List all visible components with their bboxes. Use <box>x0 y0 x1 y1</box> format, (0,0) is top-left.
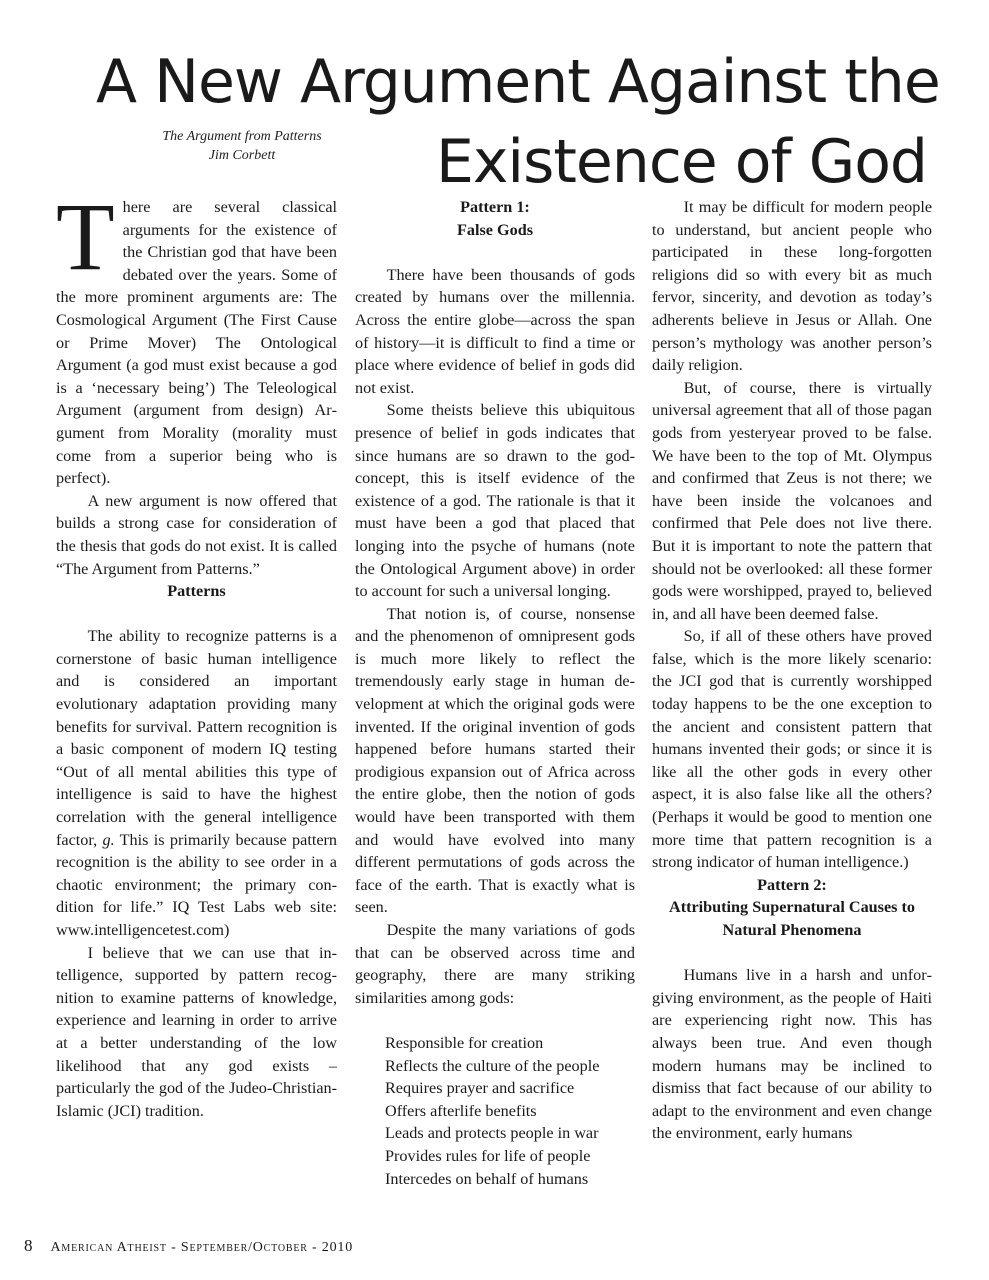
section-subheading-supernatural: Attributing Supernatural Causes to Natural Phenomena <box>669 898 915 939</box>
byline <box>122 127 362 165</box>
list-item: Requires prayer and sacrifice <box>385 1079 575 1098</box>
italic-g: g. <box>102 830 115 849</box>
list-item: Provides rules for life of people <box>385 1146 591 1165</box>
article-title-line-2: Existence of God <box>436 127 927 197</box>
list-item: Offers afterlife benefits <box>385 1101 537 1120</box>
column-2 <box>355 196 635 1190</box>
section-heading-pattern-1: Pattern 1: <box>460 198 530 216</box>
publication-line: American Atheist - September/October - 2010 <box>50 1240 354 1255</box>
article-subtitle: The Argument from Patterns <box>162 129 322 144</box>
paragraph: It may be difficult for modern people to understand, but ancient people who participated in these long-forgotten religions did so with every bit as much fervor, sincerity, and devotion as today’s adherents believe in Jesus or Allah. One person’s mythology was another person’s daily religion. <box>652 198 932 375</box>
paragraph-text: The ability to recognize patterns is a cornerstone of basic human intelligence and is considered an important evolutionary adaptation providing many benefits for survival. Pattern recognition is a basic component of modern IQ testing “Out of all mental abilities this type of intelligence is said to have the highest correlation with the general intelligence factor, <box>56 627 337 849</box>
paragraph: Humans live in a harsh and unforgiving environment, as the people of Haiti are experiencing right now. This has always been true. And even though modern humans may be inclined to dismiss that fact because of our ability to adapt to the environment and even change the environment, early humans <box>652 966 932 1143</box>
paragraph: So, if all of these others have proved false, which is the more likely scenario: the JCI god that is currently worshipped today happens to be the one exception to the ancient and consistent pattern that humans invented their gods; or since it is like all the other gods in every other aspect, it is also false like all the others? (Perhaps it would be good to mention one more time that pattern recognition is a strong indicator of human intelligence.) <box>652 627 932 872</box>
section-subheading-false-gods: False Gods <box>457 220 533 239</box>
paragraph: That notion is, of course, nonsense and the phenomenon of omnipresent gods is much more likely to reflect the tremendously early stage in human development at which the original gods were invented. If the original invention of gods happened before humans started their prodigious expansion out of Africa across the entire globe, then the notion of gods would have been transported with them and would have evolved into many different permutations of gods across the face of the earth. That is exactly what is seen. <box>355 604 635 917</box>
intro-paragraph <box>56 183 337 490</box>
paragraph <box>56 625 337 941</box>
page-footer <box>24 1236 353 1256</box>
column-1 <box>56 183 337 1122</box>
list-item: Responsible for creation <box>385 1033 544 1052</box>
section-heading-pattern-2: Pattern 2: <box>757 875 827 894</box>
list-item: Intercedes on behalf of humans <box>385 1169 589 1188</box>
column-3 <box>652 196 932 1145</box>
page-number: 8 <box>24 1236 33 1255</box>
author-name: Jim Corbett <box>208 148 276 163</box>
paragraph-text: This is primarily because pattern recognition is the ability to see order in a chaotic environment; the primary condition for life.” IQ Test Labs web site: www.intelligencetest.com) <box>56 830 337 939</box>
section-heading-patterns: Patterns <box>167 582 226 601</box>
paragraph: A new argument is now offered that builds a strong case for consideration of the thesis that gods do not exist. It is called “The Argument from Patterns.” <box>56 491 337 578</box>
similarities-list <box>355 1032 635 1190</box>
paragraph: I believe that we can use that intelligence, supported by pattern recognition to examine patterns of knowledge, experience and learning in order to arrive at a better understanding of the low likelihood that any god exists – particularly the god of the Judeo-Christian-Islamic (JCI) tradition. <box>56 943 337 1120</box>
list-item: Reflects the culture of the people <box>385 1056 600 1075</box>
paragraph: Despite the many variations of gods that can be observed across time and geography, there are many striking similarities among gods: <box>355 921 635 1007</box>
drop-cap: T <box>56 183 115 290</box>
paragraph: But, of course, there is virtually universal agreement that all of those pagan gods from yesteryear proved to be false. We have been to the top of Mt. Olympus and confirmed that Zeus is not there; we have been inside the volcanoes and confirmed that Pele does not live there. But it is important to note the pattern that should not be overlooked: all these former gods were worshipped, prayed to, believed in, and all have been deemed false. <box>652 378 932 623</box>
intro-paragraph-text: here are several classical arguments for the existence of the Christian god that have been debated over the years. Some of the more prominent arguments are: The Cosmological Argument (The First Cause or Prime Mover) The Ontological Argument (a god must exist because a god is a ‘necessary being’) The Teleological Argument (argument from design) Argument from Morality (morality must come from a superior being who is perfect). <box>56 198 337 488</box>
paragraph: Some theists believe this ubiquitous presence of belief in gods indicates that since humans are so drawn to the god-concept, this is itself evidence of the existence of a god. The rationale is that it must have been a god that placed that longing into the psyche of humans (note the Ontological Argument above) in order to account for such a universal longing. <box>355 401 635 601</box>
list-item: Leads and protects people in war <box>385 1124 599 1143</box>
paragraph: There have been thousands of gods created by humans over the millennia. Across the entire globe—across the span of history—it is difficult to find a time or place where evidence of belief in gods did not exist. <box>355 265 635 397</box>
article-title-line-1: A New Argument Against the <box>96 47 940 117</box>
